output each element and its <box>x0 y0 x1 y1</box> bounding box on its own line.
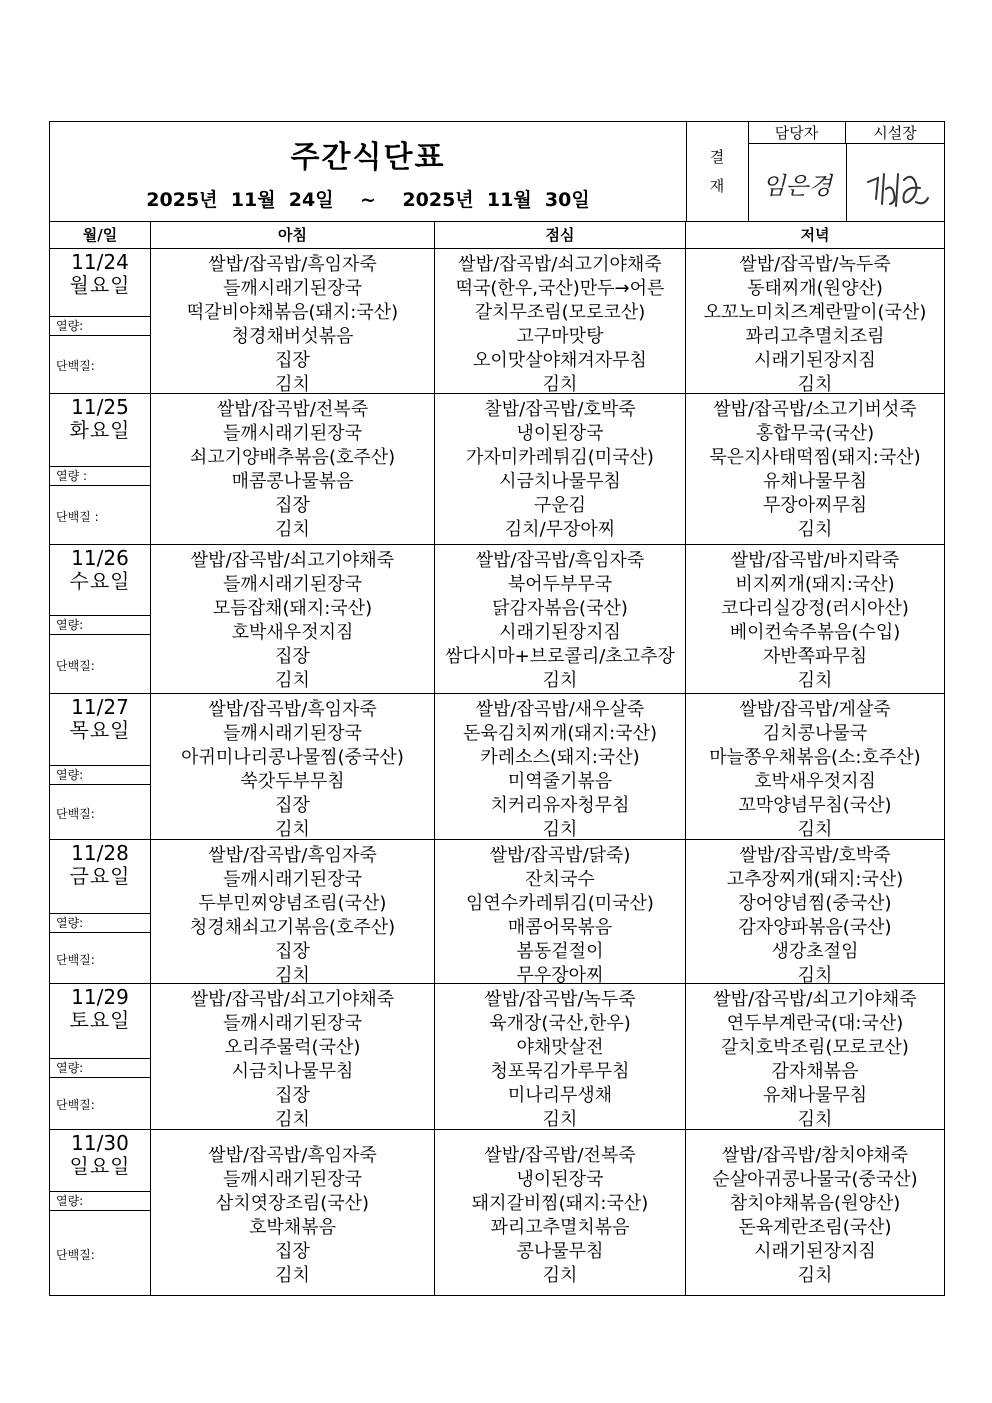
lunch-menu-list <box>435 549 685 693</box>
page-title: 주간식단표 <box>290 140 446 175</box>
menu-item: 김치 <box>275 1109 310 1130</box>
breakfast-menu-list <box>151 549 434 693</box>
column-header-date: 월/일 <box>50 221 151 249</box>
menu-item: 유채나물무침 <box>762 471 868 492</box>
menu-item: 김치 <box>797 1265 833 1286</box>
lunch-cell <box>435 694 686 839</box>
menu-item: 쌀밥/잡곡밥/흑임자죽 <box>208 845 377 866</box>
menu-item: 쑥갓두부무침 <box>240 771 345 792</box>
day-cell <box>50 984 151 1129</box>
menu-item: 북어두부무국 <box>507 574 613 595</box>
day-date: 11/25 <box>71 395 129 419</box>
day-cell <box>50 545 151 693</box>
day-row <box>50 984 944 1130</box>
day-weekday: 목요일 <box>69 718 131 742</box>
menu-item: 김치 <box>797 374 833 395</box>
day-weekday: 수요일 <box>69 569 131 593</box>
menu-item: 쌀밥/잡곡밥/전복죽 <box>216 399 369 420</box>
menu-item: 비지찌개(돼지:국산) <box>735 574 895 595</box>
menu-item: 김치 <box>542 1109 578 1130</box>
menu-item: 쌀밥/잡곡밥/쇠고기야채죽 <box>190 550 395 571</box>
menu-item: 쌀밥/잡곡밥/쇠고기야채죽 <box>190 989 395 1010</box>
menu-item: 청포묵김가루무침 <box>490 1061 630 1082</box>
menu-item: 잔치국수 <box>525 869 595 890</box>
menu-item: 미역줄기볶음 <box>507 771 613 792</box>
day-weekday: 화요일 <box>69 418 131 442</box>
calorie-label: 열량: <box>50 316 150 336</box>
menu-item: 김치 <box>542 670 578 691</box>
lunch-menu-list <box>435 698 685 842</box>
menu-item: 매콤콩나물볶음 <box>231 471 354 492</box>
approver-role-director: 시설장 <box>846 122 944 144</box>
menu-item: 쌀밥/잡곡밥/쇠고기야채죽 <box>713 989 917 1010</box>
menu-item: 닭감자볶음(국산) <box>492 598 628 619</box>
protein-label: 단백질: <box>56 1247 95 1262</box>
lunch-cell <box>435 249 686 393</box>
menu-item: 김치콩나물국 <box>762 723 868 744</box>
breakfast-menu-list <box>151 844 434 988</box>
menu-item: 쌀밥/잡곡밥/흑임자죽 <box>208 699 377 720</box>
lunch-cell <box>435 545 686 693</box>
menu-item: 쌀밥/잡곡밥/전복죽 <box>484 1145 636 1166</box>
dinner-cell <box>686 1130 944 1296</box>
protein-label: 단백질: <box>56 359 95 373</box>
day-row <box>50 694 944 840</box>
day-cell <box>50 1130 151 1296</box>
protein-label: 단백질 : <box>56 509 99 524</box>
breakfast-menu-list <box>151 698 434 842</box>
menu-item: 홍합무국(국산) <box>755 423 875 444</box>
calorie-label: 열량: <box>50 1191 150 1211</box>
calorie-label: 열량: <box>50 615 150 635</box>
column-header-dinner: 저녁 <box>686 221 944 249</box>
menu-item: 청경채버섯볶음 <box>231 326 354 347</box>
calorie-label: 열량: <box>50 765 150 785</box>
protein-label: 단백질: <box>56 952 95 967</box>
dinner-cell <box>686 840 944 986</box>
menu-item: 카레소스(돼지:국산) <box>480 747 640 768</box>
day-row <box>50 249 944 394</box>
menu-item: 김치 <box>275 1265 310 1286</box>
menu-item: 야채맛살전 <box>516 1037 604 1058</box>
date-period: 2025년 11월 24일 ~ 2025년 11월 30일 <box>146 189 590 211</box>
menu-item: 고추장찌개(돼지:국산) <box>726 869 904 890</box>
menu-item: 냉이된장국 <box>516 1169 604 1190</box>
menu-item: 시래기된장지짐 <box>754 350 876 371</box>
day-weekday: 일요일 <box>69 1154 131 1178</box>
menu-item: 쌀밥/잡곡밥/새우살죽 <box>475 699 645 720</box>
menu-item: 쌀밥/잡곡밥/녹두죽 <box>484 989 636 1010</box>
breakfast-cell <box>151 1130 435 1296</box>
menu-item: 오리주물럭(국산) <box>224 1037 361 1058</box>
menu-item: 쌀밥/잡곡밥/흑임자죽 <box>208 1145 377 1166</box>
menu-item: 시래기된장지짐 <box>499 622 621 643</box>
menu-item: 쌀밥/잡곡밥/바지락죽 <box>730 550 900 571</box>
menu-item: 시금치나물무침 <box>231 1061 354 1082</box>
menu-item: 김치 <box>275 670 310 691</box>
day-row <box>50 394 944 545</box>
dinner-cell <box>686 249 944 393</box>
menu-item: 쌀밥/잡곡밥/참치야채죽 <box>721 1145 908 1166</box>
menu-item: 모듬잡채(돼지:국산) <box>212 598 373 619</box>
menu-item: 순살아귀콩나물국(중국산) <box>712 1169 918 1190</box>
menu-item: 무장아찌무침 <box>762 495 868 516</box>
menu-item: 갈치호박조림(모로코산) <box>721 1037 909 1058</box>
breakfast-menu-list <box>151 1144 434 1288</box>
breakfast-cell <box>151 694 435 839</box>
column-header-lunch: 점심 <box>435 221 686 249</box>
dinner-menu-list <box>686 253 944 397</box>
menu-item: 육개장(국산,한우) <box>489 1013 631 1034</box>
lunch-menu-list <box>435 1144 685 1288</box>
dinner-cell <box>686 694 944 839</box>
menu-item: 들깨시래기된장국 <box>222 869 363 890</box>
day-row <box>50 545 944 694</box>
menu-item: 들깨시래기된장국 <box>222 723 363 744</box>
lunch-menu-list <box>435 253 685 397</box>
menu-item: 떡갈비야채볶음(돼지:국산) <box>186 302 399 323</box>
dinner-cell <box>686 394 944 544</box>
dinner-menu-list <box>686 988 944 1132</box>
menu-item: 집장 <box>275 1241 310 1262</box>
day-row <box>50 840 944 984</box>
menu-item: 동태찌개(원양산) <box>747 278 883 299</box>
day-cell <box>50 840 151 983</box>
menu-item: 돈육김치찌개(돼지:국산) <box>463 723 657 744</box>
menu-item: 쌀밥/잡곡밥/닭죽) <box>489 845 631 866</box>
day-date: 11/27 <box>71 695 129 719</box>
dinner-cell <box>686 984 944 1129</box>
breakfast-menu-list <box>151 398 434 542</box>
menu-item: 김치 <box>797 519 833 540</box>
menu-sheet <box>49 121 945 1296</box>
lunch-cell <box>435 1130 686 1296</box>
day-date: 11/29 <box>71 985 129 1009</box>
menu-item: 쇠고기양배추볶음(호주산) <box>189 447 396 468</box>
director-signature <box>846 144 944 221</box>
dinner-menu-list <box>686 698 944 842</box>
lunch-menu-list <box>435 988 685 1132</box>
menu-item: 오꼬노미치즈계란말이(국산) <box>703 302 927 323</box>
menu-item: 콩나물무침 <box>516 1241 604 1262</box>
dinner-menu-list <box>686 844 944 988</box>
menu-item: 김치 <box>542 819 578 840</box>
day-cell <box>50 394 151 544</box>
column-header-breakfast: 아침 <box>151 221 435 249</box>
menu-item: 치커리유자청무침 <box>490 795 630 816</box>
menu-item: 쌀밥/잡곡밥/흑임자죽 <box>208 254 377 275</box>
approval-label <box>686 122 749 221</box>
menu-item: 김치 <box>797 1109 833 1130</box>
menu-item: 장어양념찜(중국산) <box>738 893 892 914</box>
menu-item: 김치/무장아찌 <box>504 519 616 540</box>
menu-item: 고구마맛탕 <box>516 326 604 347</box>
menu-item: 시래기된장지짐 <box>754 1241 876 1262</box>
menu-item: 집장 <box>275 350 310 371</box>
breakfast-cell <box>151 545 435 693</box>
calorie-label: 열량: <box>50 913 150 933</box>
menu-item: 꼬막양념무침(국산) <box>738 795 892 816</box>
menu-item: 무우장아찌 <box>516 965 604 986</box>
menu-item: 참치야채볶음(원양산) <box>729 1193 901 1214</box>
menu-item: 들깨시래기된장국 <box>222 574 363 595</box>
menu-item: 미나리무생채 <box>507 1085 613 1106</box>
approver-role-staff: 담당자 <box>748 122 846 144</box>
menu-item: 감자양파볶음(국산) <box>738 917 892 938</box>
menu-item: 연두부계란국(대:국산) <box>726 1013 904 1034</box>
dinner-cell <box>686 545 944 693</box>
day-cell <box>50 694 151 839</box>
menu-item: 집장 <box>275 646 310 667</box>
menu-item: 돈육계란조림(국산) <box>738 1217 892 1238</box>
menu-item: 쌀밥/잡곡밥/녹두죽 <box>739 254 891 275</box>
day-date: 11/24 <box>71 250 129 274</box>
menu-item: 찰밥/잡곡밥/호박죽 <box>484 399 636 420</box>
menu-item: 자반쪽파무침 <box>762 646 868 667</box>
menu-item: 쌀밥/잡곡밥/호박죽 <box>739 845 891 866</box>
menu-item: 봄동겉절이 <box>516 941 604 962</box>
menu-item: 쌀밥/잡곡밥/게살죽 <box>739 699 891 720</box>
menu-item: 집장 <box>275 495 310 516</box>
menu-item: 두부민찌양념조림(국산) <box>198 893 387 914</box>
breakfast-cell <box>151 394 435 544</box>
menu-item: 호박새우젓지짐 <box>754 771 876 792</box>
menu-item: 떡국(한우,국산)만두→어른 <box>455 278 665 299</box>
protein-label: 단백질: <box>56 1098 95 1112</box>
menu-item: 청경채쇠고기볶음(호주산) <box>189 917 396 938</box>
protein-label: 단백질: <box>56 806 95 821</box>
menu-item: 꽈리고추멸치볶음 <box>490 1217 630 1238</box>
menu-item: 쌀밥/잡곡밥/흑임자죽 <box>475 550 645 571</box>
menu-item: 묵은지사태떡찜(돼지:국산) <box>709 447 921 468</box>
menu-item: 들깨시래기된장국 <box>222 1169 363 1190</box>
staff-signature-image <box>748 144 846 221</box>
title-box <box>50 122 687 221</box>
calorie-label: 열량 : <box>50 466 150 486</box>
staff-signature-text: 임은경 <box>762 172 832 200</box>
approval-label-top: 결 <box>709 148 725 166</box>
lunch-cell <box>435 394 686 544</box>
header <box>50 122 944 222</box>
menu-item: 냉이된장국 <box>516 423 604 444</box>
director-signature-scribble <box>846 144 944 221</box>
menu-item: 김치 <box>275 519 310 540</box>
dinner-menu-list <box>686 549 944 693</box>
menu-item: 쌀밥/잡곡밥/쇠고기야채죽 <box>458 254 662 275</box>
menu-item: 집장 <box>275 1085 310 1106</box>
menu-item: 매콤어묵볶음 <box>507 917 613 938</box>
dinner-menu-list <box>686 398 944 542</box>
menu-item: 아귀미나리콩나물찜(중국산) <box>181 747 404 768</box>
menu-item: 코다리실강정(러시아산) <box>721 598 909 619</box>
breakfast-menu-list <box>151 988 434 1132</box>
menu-item: 마늘쫑우채볶음(소:호주산) <box>709 747 921 768</box>
menu-item: 쌀밥/잡곡밥/소고기버섯죽 <box>713 399 917 420</box>
day-weekday: 월요일 <box>69 273 131 297</box>
menu-item: 구운김 <box>533 495 587 516</box>
menu-item: 김치 <box>275 965 310 986</box>
menu-item: 꽈리고추멸치조림 <box>745 326 885 347</box>
menu-item: 김치 <box>797 965 833 986</box>
menu-item: 들깨시래기된장국 <box>222 278 363 299</box>
menu-item: 김치 <box>542 1265 578 1286</box>
breakfast-cell <box>151 249 435 393</box>
menu-item: 오이맛살야채겨자무침 <box>473 350 647 371</box>
menu-item: 김치 <box>275 819 310 840</box>
menu-item: 호박새우젓지짐 <box>231 622 354 643</box>
breakfast-menu-list <box>151 253 434 397</box>
dinner-menu-list <box>686 1144 944 1288</box>
day-weekday: 토요일 <box>69 1008 131 1032</box>
menu-item: 삼치엿장조림(국산) <box>215 1193 370 1214</box>
menu-item: 들깨시래기된장국 <box>222 1013 363 1034</box>
staff-signature <box>748 144 847 221</box>
lunch-cell <box>435 984 686 1129</box>
breakfast-cell <box>151 840 435 986</box>
menu-item: 김치 <box>797 670 833 691</box>
calorie-label: 열량: <box>50 1058 150 1078</box>
day-date: 11/30 <box>71 1131 129 1155</box>
protein-label: 단백질: <box>56 658 95 673</box>
menu-item: 쌈다시마+브로콜리/초고추장 <box>445 646 675 667</box>
menu-item: 생강초절임 <box>771 941 859 962</box>
menu-item: 돼지갈비찜(돼지:국산) <box>471 1193 649 1214</box>
menu-item: 호박채볶음 <box>249 1217 336 1238</box>
menu-item: 갈치무조림(모로코산) <box>474 302 646 323</box>
menu-item: 가자미카레튀김(미국산) <box>466 447 654 468</box>
menu-item: 집장 <box>275 941 310 962</box>
day-row <box>50 1130 944 1296</box>
day-date: 11/28 <box>71 841 129 865</box>
menu-item: 임연수카레튀김(미국산) <box>466 893 654 914</box>
breakfast-cell <box>151 984 435 1129</box>
lunch-menu-list <box>435 398 685 542</box>
lunch-menu-list <box>435 844 685 988</box>
lunch-cell <box>435 840 686 986</box>
menu-item: 유채나물무침 <box>762 1085 868 1106</box>
menu-item: 김치 <box>542 374 578 395</box>
approval-label-bottom: 재 <box>709 177 725 195</box>
menu-item: 김치 <box>797 819 833 840</box>
menu-item: 김치 <box>275 374 310 395</box>
menu-item: 들깨시래기된장국 <box>222 423 363 444</box>
day-date: 11/26 <box>71 546 129 570</box>
menu-item: 시금치나물무침 <box>499 471 621 492</box>
day-weekday: 금요일 <box>69 864 131 888</box>
menu-item: 집장 <box>275 795 310 816</box>
menu-item: 베이컨숙주볶음(수입) <box>729 622 901 643</box>
menu-item: 감자채볶음 <box>771 1061 859 1082</box>
day-cell <box>50 249 151 393</box>
